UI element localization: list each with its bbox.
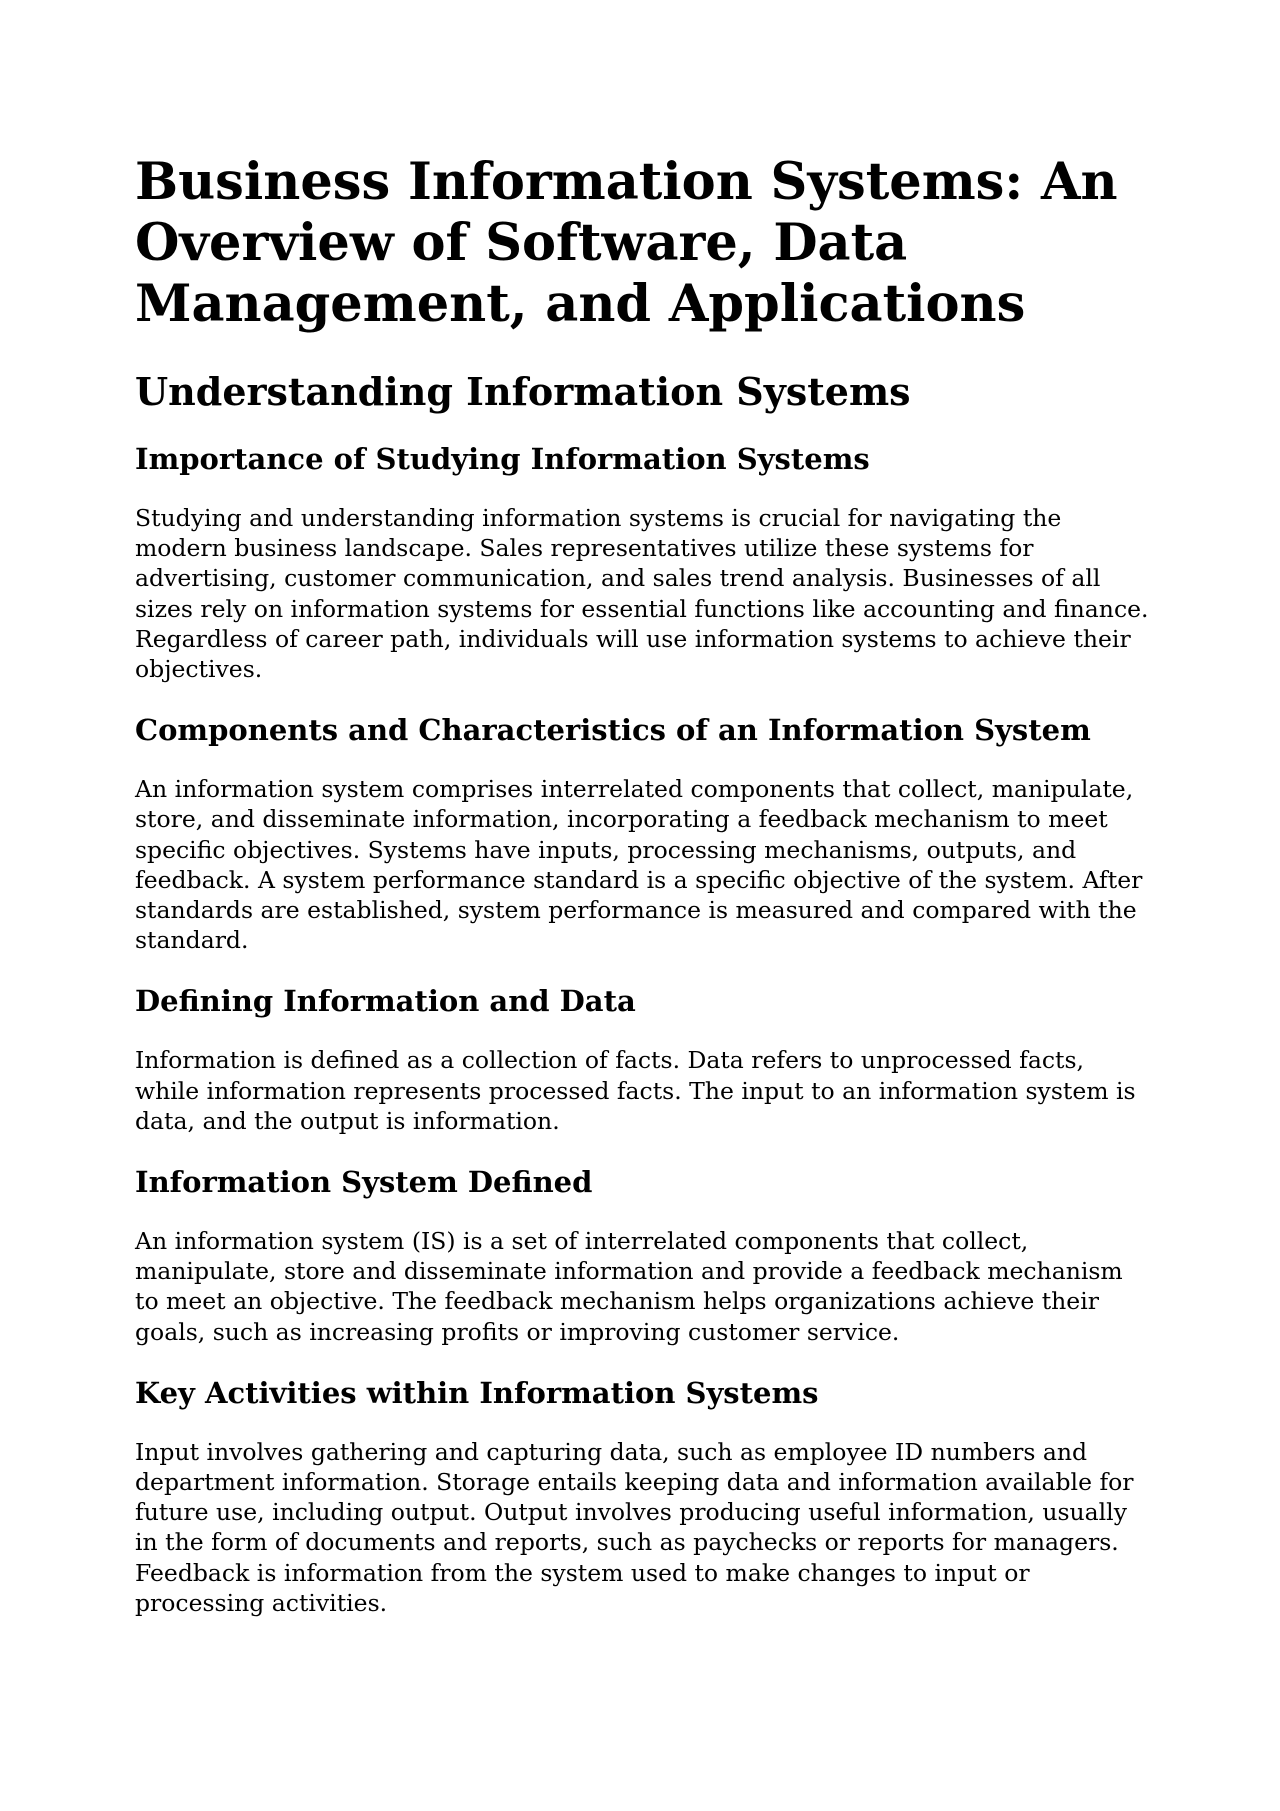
subsection-heading-importance: Importance of Studying Information Systems bbox=[135, 442, 870, 476]
subsection-body-key-activities: Input involves gathering and capturing data, such as employee ID numbers and department information. Storage entails keeping data and information available for future use, including output. Output involves producing useful information, usually in the form of documents and reports, such as paychecks or reports for managers. Feedback is information from the system used to make changes to input or processing activities. bbox=[135, 1437, 1134, 1617]
subsection-heading-information-data: Defining Information and Data bbox=[135, 984, 636, 1019]
subsection-body-information-data: Information is defined as a collection of facts. Data refers to unprocessed facts, while information represents processed facts. The input to an information system is data, and the output is information. bbox=[135, 1046, 1136, 1135]
subsection-body-components: An information system comprises interrelated components that collect, manipulate, store, and disseminate information, incorporating a feedback mechanism to meet specific objectives. Systems have inputs, processing mechanisms, outputs, and feedback. A system performance standard is a specific objective of the system. After standards are established, system performance is measured and compared with the standard. bbox=[135, 775, 1143, 955]
subsection-heading-is-defined: Information System Defined bbox=[135, 1165, 593, 1200]
subsection-heading-key-activities: Key Activities within Information Systems bbox=[135, 1375, 819, 1410]
section-title: Understanding Information Systems bbox=[135, 369, 911, 414]
document-title: Business Information Systems: An Overview of Software, Data Management, and Applications bbox=[135, 152, 1118, 334]
subsection-heading-components: Components and Characteristics of an Information System bbox=[135, 713, 1091, 748]
subsection-body-is-defined: An information system (IS) is a set of interrelated components that collect, manipulate, store and disseminate information and provide a feedback mechanism to meet an objective. The feedback mechanism helps organizations achieve their goals, such as increasing profits or improving customer service. bbox=[135, 1227, 1123, 1346]
subsection-body-importance: Studying and understanding information systems is crucial for navigating the modern business landscape. Sales representatives utilize these systems for advertising, customer communication, and sales trend analysis. Businesses of all sizes rely on information systems for essential functions like accounting and finance. Regardless of career path, individuals will use information systems to achieve their objectives. bbox=[135, 504, 1149, 684]
